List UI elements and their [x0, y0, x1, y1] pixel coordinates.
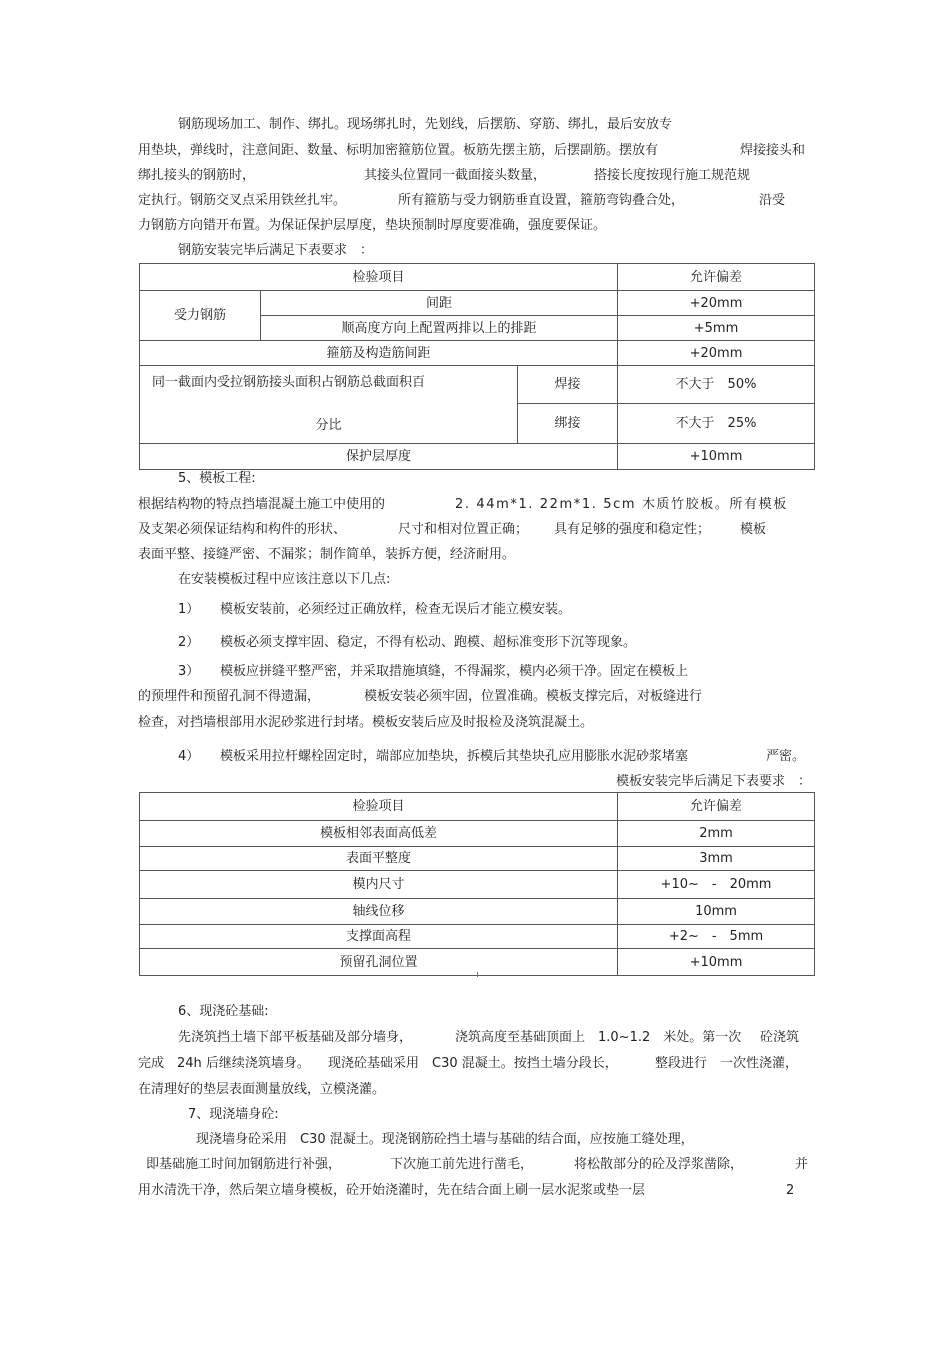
para1-line4b: 所有箍筋与受力钢筋垂直设置，箍筋弯钩叠合处，	[398, 193, 685, 208]
section7-line2c: 将松散部分的砼及浮浆凿除，	[574, 1157, 744, 1172]
list-item-3a: 模板应拼缝平整严密，并采取措施填缝，不得漏浆，模内必须干净。固定在模板上	[220, 664, 689, 679]
section5-title: 5、模板工程:	[178, 471, 256, 486]
table2-cell: 模内尺寸	[140, 871, 618, 899]
table1-merged-cell	[140, 366, 518, 444]
section6-line2b: 现浇砼基础采用 C30 混凝土。按挡土墙分段长，	[328, 1056, 618, 1071]
list-item-3b2: 模板安装必须牢固，位置准确。模板支撑完后，对板缝进行	[364, 689, 703, 704]
table1-group-cell: 受力钢筋	[140, 291, 261, 341]
table1-header-item: 检验项目	[140, 264, 618, 291]
list-item-4b: 严密。	[766, 749, 806, 764]
table2-cell: 3mm	[618, 847, 815, 871]
table2-cell: 预留孔洞位置	[140, 949, 618, 976]
table1-cell-text: 同一截面内受拉钢筋接头面积占钢筋总截面积百	[152, 375, 426, 390]
section5-line1b: 2. 44m*1. 22m*1. 5cm 木质竹胶板。所有模板	[455, 497, 788, 512]
section5-line2d: 模板	[740, 522, 767, 537]
section6-line1b: 浇筑高度至基础顶面上 1.0~1.2 米处。第一次	[455, 1030, 742, 1045]
table2-cell: 支撑面高程	[140, 925, 618, 949]
table1-cell: +5mm	[618, 316, 815, 341]
list-number-4: 4）	[178, 749, 200, 764]
table1-cell: 不大于 25%	[618, 404, 815, 444]
section5-intro: 在安装模板过程中应该注意以下几点:	[178, 572, 391, 587]
table2-cell: 表面平整度	[140, 847, 618, 871]
table1-caption: 钢筋安装完毕后满足下表要求 ：	[178, 243, 374, 258]
table1-cell: +20mm	[618, 291, 815, 316]
para1-line2a: 用垫块，弹线时，注意间距、数量、标明加密箍筋位置。板筋先摆主筋，后摆副筋。摆放有	[138, 143, 659, 158]
para1-line3a: 绑扎接头的钢筋时，	[138, 168, 256, 183]
table1-cell: 绑接	[518, 404, 618, 444]
page-marker-tick	[477, 972, 478, 977]
table2-cell: 10mm	[618, 899, 815, 925]
para1-line4c: 沿受	[759, 193, 786, 208]
table2-header-item: 检验项目	[140, 793, 618, 821]
list-item-1: 模板安装前，必须经过正确放样，检查无误后才能立模安装。	[220, 602, 572, 617]
section7-title: 7、现浇墙身砼:	[188, 1107, 279, 1122]
formwork-tolerance-table	[139, 792, 815, 976]
section7-line3b: 2	[786, 1183, 795, 1198]
section6-line2a: 完成 24h 后继续浇筑墙身。	[138, 1056, 310, 1071]
section7-line1: 现浇墙身砼采用 C30 混凝土。现浇钢筋砼挡土墙与基础的结合面，应按施工缝处理，	[196, 1132, 694, 1147]
section7-line3a: 用水清洗干净，然后架立墙身模板，砼开始浇灌时，先在结合面上刷一层水泥浆或垫一层	[138, 1183, 646, 1198]
table2-cell: +10~ - 20mm	[618, 871, 815, 899]
table1-cell: 保护层厚度	[140, 444, 618, 470]
table1-header-tolerance: 允许偏差	[618, 264, 815, 291]
section6-line1a: 先浇筑挡土墙下部平板基础及部分墙身，	[178, 1030, 413, 1045]
section6-title: 6、现浇砼基础:	[178, 1004, 269, 1019]
table2-cell: 轴线位移	[140, 899, 618, 925]
section5-line2c: 具有足够的强度和稳定性；	[554, 522, 711, 537]
rebar-tolerance-table	[139, 263, 815, 470]
list-item-2: 模板必须支撑牢固、稳定，不得有松动、跑模、超标准变形下沉等现象。	[220, 635, 637, 650]
table1-cell: +10mm	[618, 444, 815, 470]
section5-line3: 表面平整、接缝严密、不漏浆；制作简单，装拆方便，经济耐用。	[138, 547, 516, 562]
list-number-2: 2）	[178, 635, 200, 650]
table1-cell: 顺高度方向上配置两排以上的排距	[261, 316, 618, 341]
list-item-4a: 模板采用拉杆螺栓固定时，端部应加垫块，拆模后其垫块孔应用膨胀水泥砂浆堵塞	[220, 749, 689, 764]
section5-line1a: 根据结构物的特点挡墙混凝土施工中使用的	[138, 497, 386, 512]
section6-line1c: 砼浇筑	[760, 1030, 800, 1045]
para1-line2b: 焊接接头和	[740, 143, 806, 158]
table1-cell-text: 分比	[315, 418, 342, 433]
para1-line3b: 其接头位置同一截面接头数量，	[364, 168, 547, 183]
table2-caption: 模板安装完毕后满足下表要求 ：	[616, 774, 812, 789]
table2-header-tolerance: 允许偏差	[618, 793, 815, 821]
table1-cell: +20mm	[618, 341, 815, 366]
table1-cell: 不大于 50%	[618, 366, 815, 404]
table2-cell: 模板相邻表面高低差	[140, 821, 618, 847]
section6-line2c: 整段进行 一次性浇灌，	[655, 1056, 799, 1071]
list-number-1: 1）	[178, 602, 200, 617]
section7-line2d: 并	[795, 1157, 809, 1172]
section7-line2b: 下次施工前先进行凿毛，	[390, 1157, 534, 1172]
section7-line2a: 即基础施工时间加钢筋进行补强，	[146, 1157, 342, 1172]
table2-cell: +2~ - 5mm	[618, 925, 815, 949]
table1-cell: 焊接	[518, 366, 618, 404]
table1-cell: 箍筋及构造筋间距	[140, 341, 618, 366]
para1-line4a: 定执行。钢筋交叉点采用铁丝扎牢。	[138, 193, 347, 208]
para1-line5: 力钢筋方向错开布置。为保证保护层厚度，垫块预制时厚度要准确，强度要保证。	[138, 218, 607, 233]
table2-cell: 2mm	[618, 821, 815, 847]
para1-line3c: 搭接长度按现行施工规范规	[594, 168, 751, 183]
list-item-3c: 检查，对挡墙根部用水泥砂浆进行封堵。模板安装后应及时报检及浇筑混凝土。	[138, 715, 594, 730]
para1-line1: 钢筋现场加工、制作、绑扎。现场绑扎时，先划线，后摆筋、穿筋、绑扎，最后安放专	[178, 117, 673, 132]
list-item-3b1: 的预埋件和预留孔洞不得遗漏，	[138, 689, 321, 704]
table2-cell: +10mm	[618, 949, 815, 976]
table1-cell: 间距	[261, 291, 618, 316]
section5-line2b: 尺寸和相对位置正确；	[398, 522, 529, 537]
section5-line2a: 及支架必须保证结构和构件的形状、	[138, 522, 347, 537]
list-number-3: 3）	[178, 664, 200, 679]
section6-line3: 在清理好的垫层表面测量放线，立模浇灌。	[138, 1082, 386, 1097]
